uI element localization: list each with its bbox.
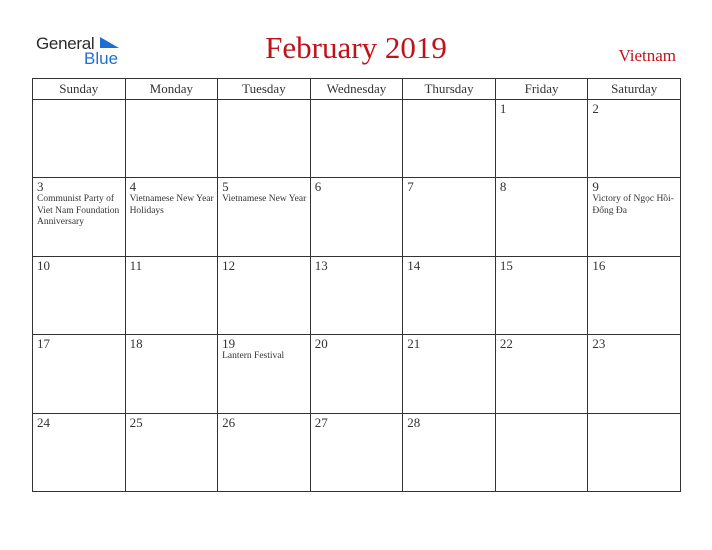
calendar-grid (32, 78, 681, 492)
weekday-header-row (33, 79, 681, 100)
brand-general-text: General (36, 34, 95, 53)
day-number: 16 (592, 257, 606, 273)
day-cell (495, 256, 588, 334)
day-number: 22 (499, 336, 513, 352)
day-number: 23 (592, 336, 606, 352)
day-number: 20 (314, 336, 328, 352)
day-number: 14 (407, 257, 421, 273)
day-number: 1 (499, 101, 507, 116)
holiday-label: Victory of Ngọc Hồi-Đống Đa (592, 194, 674, 216)
day-cell (495, 100, 588, 178)
day-number (311, 100, 403, 102)
day-cell (125, 413, 218, 491)
holiday-label: Communist Party of Viet Nam Foundation Anniversary (37, 194, 120, 228)
day-cell (310, 100, 403, 178)
day-number: 19 (222, 336, 236, 352)
day-cell (125, 335, 218, 413)
day-number: 5 (222, 179, 229, 195)
day-cell (310, 256, 403, 334)
day-cell (218, 256, 311, 334)
day-cell (495, 413, 588, 491)
day-cell (588, 100, 681, 178)
day-number (218, 100, 310, 102)
day-cell (495, 178, 588, 256)
day-number: 17 (37, 336, 50, 352)
day-number: 9 (592, 179, 599, 195)
day-cell (403, 100, 496, 178)
day-cell (310, 413, 403, 491)
day-cell (125, 256, 218, 334)
day-number: 21 (407, 336, 421, 352)
weekday-header: Tuesday (218, 79, 311, 100)
weekday-header: Wednesday (310, 79, 403, 100)
weekday-header: Sunday (33, 79, 126, 100)
day-number: 26 (222, 414, 236, 430)
day-cell (125, 100, 218, 178)
day-number (126, 100, 218, 102)
day-cell (403, 335, 496, 413)
day-number: 27 (314, 414, 328, 430)
week-row (33, 178, 681, 256)
day-number: 18 (129, 336, 143, 352)
day-number: 3 (37, 179, 44, 195)
week-row (33, 100, 681, 178)
day-cell (33, 256, 126, 334)
day-cell (218, 413, 311, 491)
day-cell (33, 178, 126, 256)
day-number: 10 (37, 257, 50, 273)
holiday-label: Lantern Festival (222, 351, 285, 362)
day-cell (218, 178, 311, 256)
day-cell (310, 178, 403, 256)
week-row (33, 413, 681, 491)
day-cell (588, 413, 681, 491)
day-cell (33, 100, 126, 178)
calendar-title: February 2019 (265, 30, 447, 65)
day-number: 8 (499, 179, 507, 195)
day-number (588, 414, 680, 416)
day-number: 15 (499, 257, 513, 273)
day-cell (495, 335, 588, 413)
weekday-header: Monday (125, 79, 218, 100)
day-number: 7 (407, 179, 414, 195)
day-cell (33, 335, 126, 413)
day-number (403, 100, 495, 102)
day-cell (403, 256, 496, 334)
holiday-label: Vietnamese New Year (222, 194, 307, 205)
day-cell (310, 335, 403, 413)
day-cell (588, 178, 681, 256)
day-cell (403, 413, 496, 491)
brand-blue-text: Blue (84, 49, 119, 68)
day-number: 12 (222, 257, 236, 273)
day-number: 24 (37, 414, 50, 430)
weekday-header: Friday (495, 79, 588, 100)
day-number: 4 (129, 179, 137, 195)
day-cell (588, 335, 681, 413)
week-row (33, 335, 681, 413)
country-name: Vietnam (618, 46, 676, 65)
day-number: 11 (129, 257, 143, 273)
day-cell (218, 335, 311, 413)
day-cell (33, 413, 126, 491)
day-cell (218, 100, 311, 178)
day-number: 2 (592, 101, 599, 116)
holiday-label: Vietnamese New Year Holidays (129, 194, 214, 216)
day-number: 28 (407, 414, 421, 430)
day-number: 6 (314, 179, 322, 195)
week-row (33, 256, 681, 334)
day-number (33, 100, 125, 102)
day-cell (125, 178, 218, 256)
day-cell (403, 178, 496, 256)
day-number: 13 (314, 257, 328, 273)
weekday-header: Thursday (403, 79, 496, 100)
day-cell (588, 256, 681, 334)
day-number: 25 (129, 414, 143, 430)
day-number (496, 414, 588, 416)
weekday-header: Saturday (588, 79, 681, 100)
